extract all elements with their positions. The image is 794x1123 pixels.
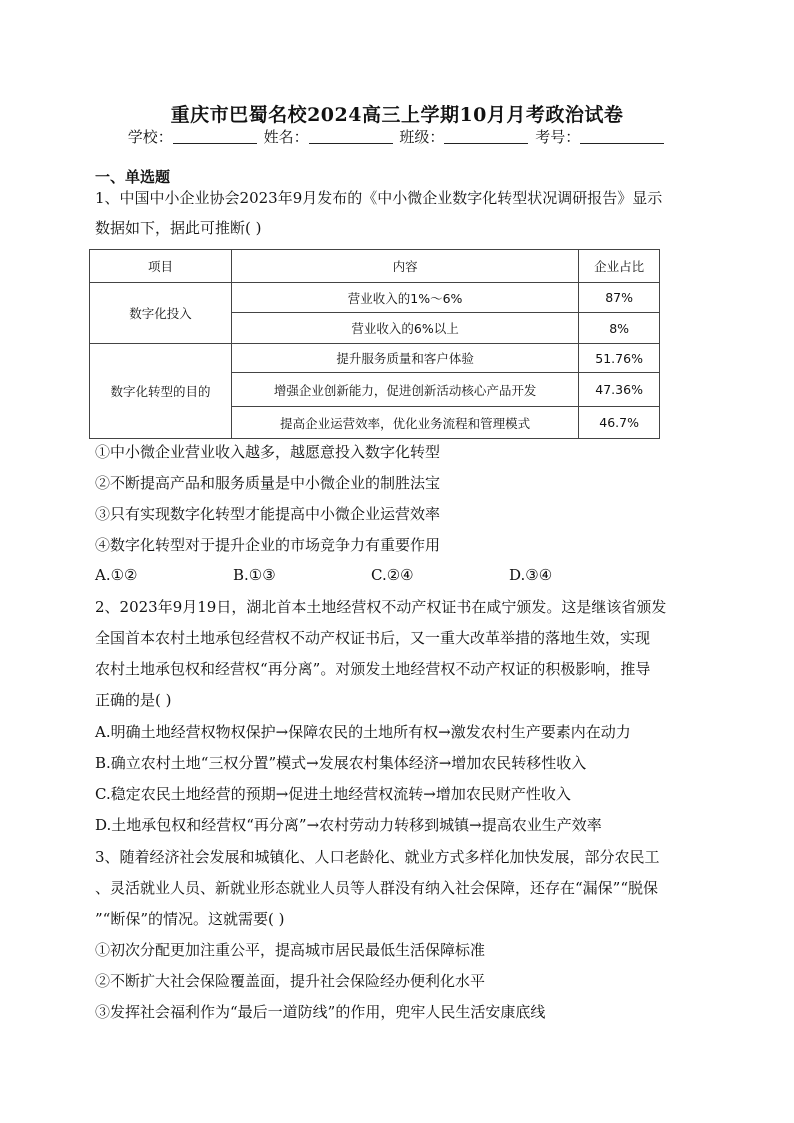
q2-stem-line-1: 2、2023年9月19日，湖北首本土地经营权不动产权证书在咸宁颁发。这是继该省颁发 [95, 598, 667, 616]
table-header-row [90, 250, 660, 283]
student-info-line [0, 126, 794, 147]
ratio-cell: 87% [579, 283, 660, 313]
q1-option-d[interactable]: D.③④ [509, 566, 553, 584]
q3-stem-line-3: ”“断保”的情况。这就需要( ) [95, 910, 285, 928]
content-cell: 营业收入的1%～6% [231, 283, 578, 313]
content-cell: 提高企业运营效率，优化业务流程和管理模式 [231, 407, 578, 439]
ratio-cell: 46.7% [579, 407, 660, 439]
q3-stem-line-2: 、灵活就业人员、新就业形态就业人员等人群没有纳入社会保障，还存在“漏保”“脱保 [95, 879, 659, 897]
q1-option-b[interactable]: B.①③ [233, 566, 276, 584]
name-blank [309, 129, 393, 144]
content-cell: 增强企业创新能力，促进创新活动核心产品开发 [231, 373, 578, 407]
class-label: 班级： [399, 128, 445, 146]
school-label: 学校： [127, 128, 173, 146]
name-label: 姓名： [263, 128, 309, 146]
class-blank [444, 129, 528, 144]
q1-option-a[interactable]: A.①② [95, 566, 138, 584]
q1-stem-line-1: 1、中国中小企业协会2023年9月发布的《中小微企业数字化转型状况调研报告》显示 [95, 189, 663, 207]
q3-statement-1: ①初次分配更加注重公平，提高城市居民最低生活保障标准 [95, 941, 486, 959]
q3-stem-line-1: 3、随着经济社会发展和城镇化、人口老龄化、就业方式多样化加快发展，部分农民工 [95, 848, 660, 866]
q3-statement-2: ②不断扩大社会保险覆盖面，提升社会保险经办便利化水平 [95, 972, 486, 990]
exam-number-label: 考号： [535, 128, 581, 146]
q1-data-table [89, 249, 660, 439]
table-row [90, 344, 660, 373]
q2-stem-line-2: 全国首本农村土地承包经营权不动产权证书后，又一重大改革举措的落地生效，实现 [95, 629, 651, 647]
table-row [90, 283, 660, 313]
q1-statement-2: ②不断提高产品和服务质量是中小微企业的制胜法宝 [95, 474, 441, 492]
q1-option-c[interactable]: C.②④ [371, 566, 414, 584]
header-cell-content: 内容 [231, 250, 578, 283]
content-cell: 提升服务质量和客户体验 [231, 344, 578, 373]
q2-option-d[interactable]: D.土地承包权和经营权“再分离”→农村劳动力转移到城镇→提高农业生产效率 [95, 816, 602, 834]
exam-title: 重庆市巴蜀名校2024高三上学期10月月考政治试卷 [170, 104, 624, 126]
content-cell: 营业收入的6%以上 [231, 313, 578, 344]
school-blank [173, 129, 257, 144]
ratio-cell: 47.36% [579, 373, 660, 407]
group-cell-investment: 数字化投入 [90, 283, 232, 344]
ratio-cell: 8% [579, 313, 660, 344]
q2-stem-line-3: 农村土地承包权和经营权“再分离”。对颁发土地经营权不动产权证的积极影响，推导 [95, 660, 651, 678]
header-cell-ratio: 企业占比 [579, 250, 660, 283]
header-cell-item: 项目 [90, 250, 232, 283]
q2-option-c[interactable]: C.稳定农民土地经营的预期→促进土地经营权流转→增加农民财产性收入 [95, 785, 571, 803]
q1-statement-3: ③只有实现数字化转型才能提高中小微企业运营效率 [95, 505, 441, 523]
exam-number-blank [580, 129, 664, 144]
group-cell-purpose: 数字化转型的目的 [90, 344, 232, 439]
q1-statement-4: ④数字化转型对于提升企业的市场竞争力有重要作用 [95, 536, 441, 554]
q2-option-b[interactable]: B.确立农村土地“三权分置”模式→发展农村集体经济→增加农民转移性收入 [95, 754, 587, 772]
q3-statement-3: ③发挥社会福利作为“最后一道防线”的作用，兜牢人民生活安康底线 [95, 1003, 546, 1021]
q1-statement-1: ①中小微企业营业收入越多，越愿意投入数字化转型 [95, 443, 441, 461]
ratio-cell: 51.76% [579, 344, 660, 373]
q2-option-a[interactable]: A.明确土地经营权物权保护→保障农民的土地所有权→激发农村生产要素内在动力 [95, 723, 631, 741]
q1-stem-line-2: 数据如下，据此可推断( ) [95, 219, 262, 237]
section-heading: 一、单选题 [95, 168, 171, 186]
q2-stem-line-4: 正确的是( ) [95, 691, 172, 709]
